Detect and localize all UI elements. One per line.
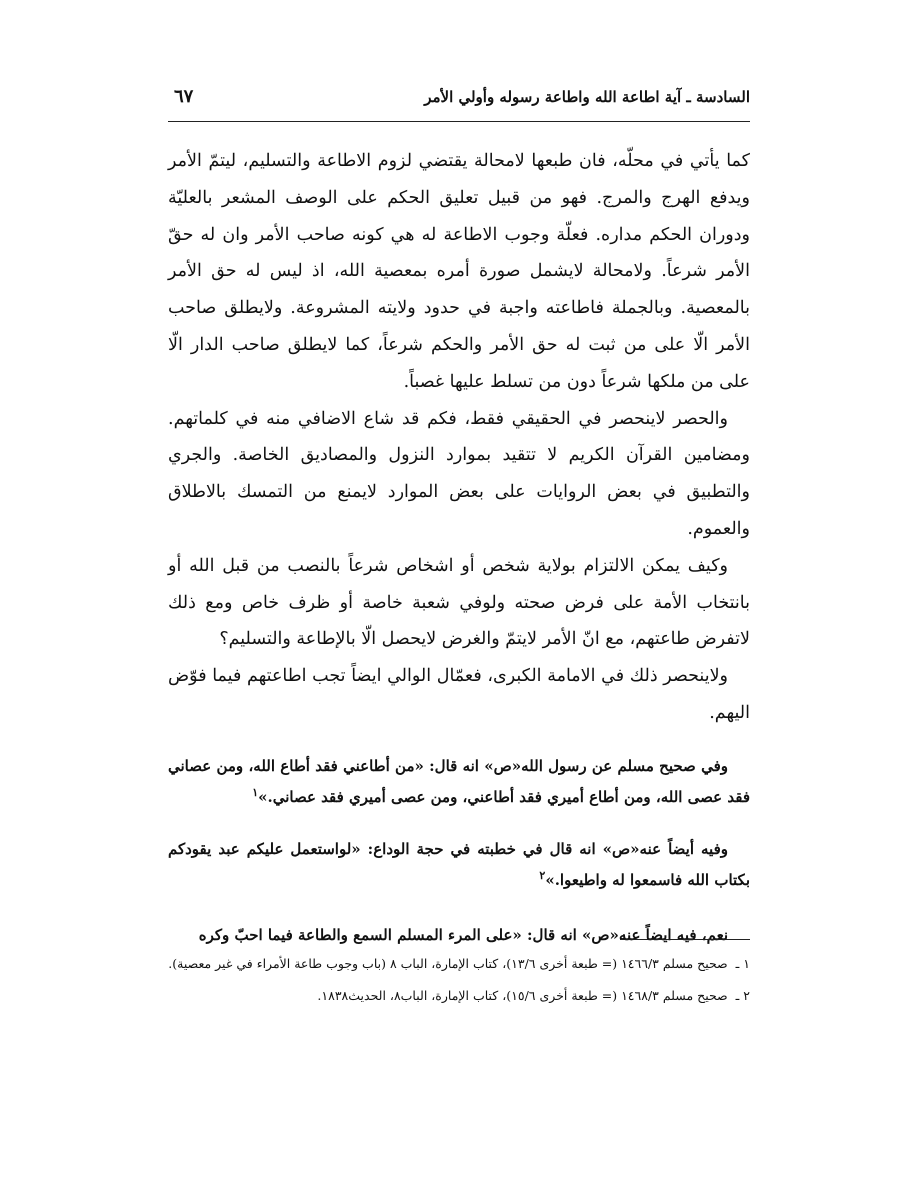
- paragraph-1: كما يأتي في محلّه، فان طبعها لامحالة يقتضي لزوم الاطاعة والتسليم، ليتمّ الأمر ويدفع الهرج والمرج. فهو من قبيل تعليق الحكم على الوصف المشعر بالعليّة ودوران الحكم مداره. فعلّة وجوب الاطاعة له هي كونه صاحب الأمر وان له حقّ الأمر شرعاً. ولامحالة لايشمل صورة أمره بمعصية الله، اذ ليس له حق الأمر بالمعصية. وبالجملة فاطاعته واجبة في حدود ولايته المشروعة. ولايطلق صاحب الأمر الّا على من ثبت له حق الأمر والحكم شرعاً، كما لايطلق صاحب الدار الّا على من ملكها شرعاً دون من تسلط عليها غصباً.: [168, 151, 750, 392]
- header-rule: [168, 121, 750, 122]
- running-title: السادسة ـ آية اطاعة الله واطاعة رسوله وأولي الأمر: [424, 88, 750, 106]
- page-header: [168, 84, 750, 120]
- hadith-quote-1: [168, 751, 750, 813]
- paragraph-3: وكيف يمكن الالتزام بولاية شخص أو اشخاص شرعاً بالنصب من قبل الله أو بانتخاب الأمة على فرض صحته ولوفي شعبة خاصة أو ظرف خاص ومع ذلك لاتفرض طاعتهم، مع انّ الأمر لايتمّ والغرض لايحصل الّا بالإطاعة والتسليم؟: [168, 555, 750, 650]
- page-number: ٦٧: [174, 86, 194, 107]
- hadith-quote-2: [168, 834, 750, 896]
- footnote-1: [168, 952, 750, 976]
- paragraph-4: ولاينحصر ذلك في الامامة الكبرى، فعمّال الوالي ايضاً تجب اطاعتهم فيما فوّض اليهم.: [168, 666, 750, 723]
- hadith-quote-2-text: وفيه أيضاً عنه«ص» انه قال في خطبته في حجة الوداع: «لواستعمل عليكم عبد يقودكم بكتاب الله فاسمعوا له واطيعوا.»: [168, 839, 750, 889]
- footnote-ref-2: ٢: [539, 868, 546, 882]
- footnote-rule: [620, 939, 750, 940]
- footnote-2-number: ٢ ـ: [735, 988, 750, 1003]
- body-text: [168, 143, 750, 951]
- footnote-2: [168, 984, 750, 1008]
- footnote-1-number: ١ ـ: [735, 956, 750, 971]
- hadith-quote-1-text: وفي صحيح مسلم عن رسول الله«ص» انه قال: «من أطاعني فقد أطاع الله، ومن عصاني فقد عصى الله، ومن أطاع أميري فقد أطاعني، ومن عصى أميري فقد عصاني.»: [168, 756, 750, 806]
- footnotes: [168, 952, 750, 1016]
- paragraph-2: والحصر لاينحصر في الحقيقي فقط، فكم قد شاع الاضافي منه في كلماتهم. ومضامين القرآن الكريم لا تتقيد بموارد النزول والمصاديق الخاصة. والجري والتطبيق في بعض الروايات على بعض الموارد لايمنع من التمسك بالاطلاق والعموم.: [168, 408, 750, 539]
- footnote-2-text: صحيح مسلم ١٤٦٨/٣ (= طبعة أخرى ١٥/٦)، كتاب الإمارة، الباب٨، الحديث١٨٣٨.: [317, 988, 728, 1003]
- footnote-ref-1: ١: [252, 785, 259, 799]
- footnote-1-text: صحيح مسلم ١٤٦٦/٣ (= طبعة أخرى ١٣/٦)، كتاب الإمارة، الباب ٨ (باب وجوب طاعة الأمراء في غير معصية).: [168, 956, 728, 971]
- hadith-quote-3-text: نعم، فيه ايضاً عنه«ص» انه قال: «على المرء المسلم السمع والطاعة فيما احبّ وكره: [198, 925, 728, 944]
- hadith-quote-3: [168, 920, 750, 951]
